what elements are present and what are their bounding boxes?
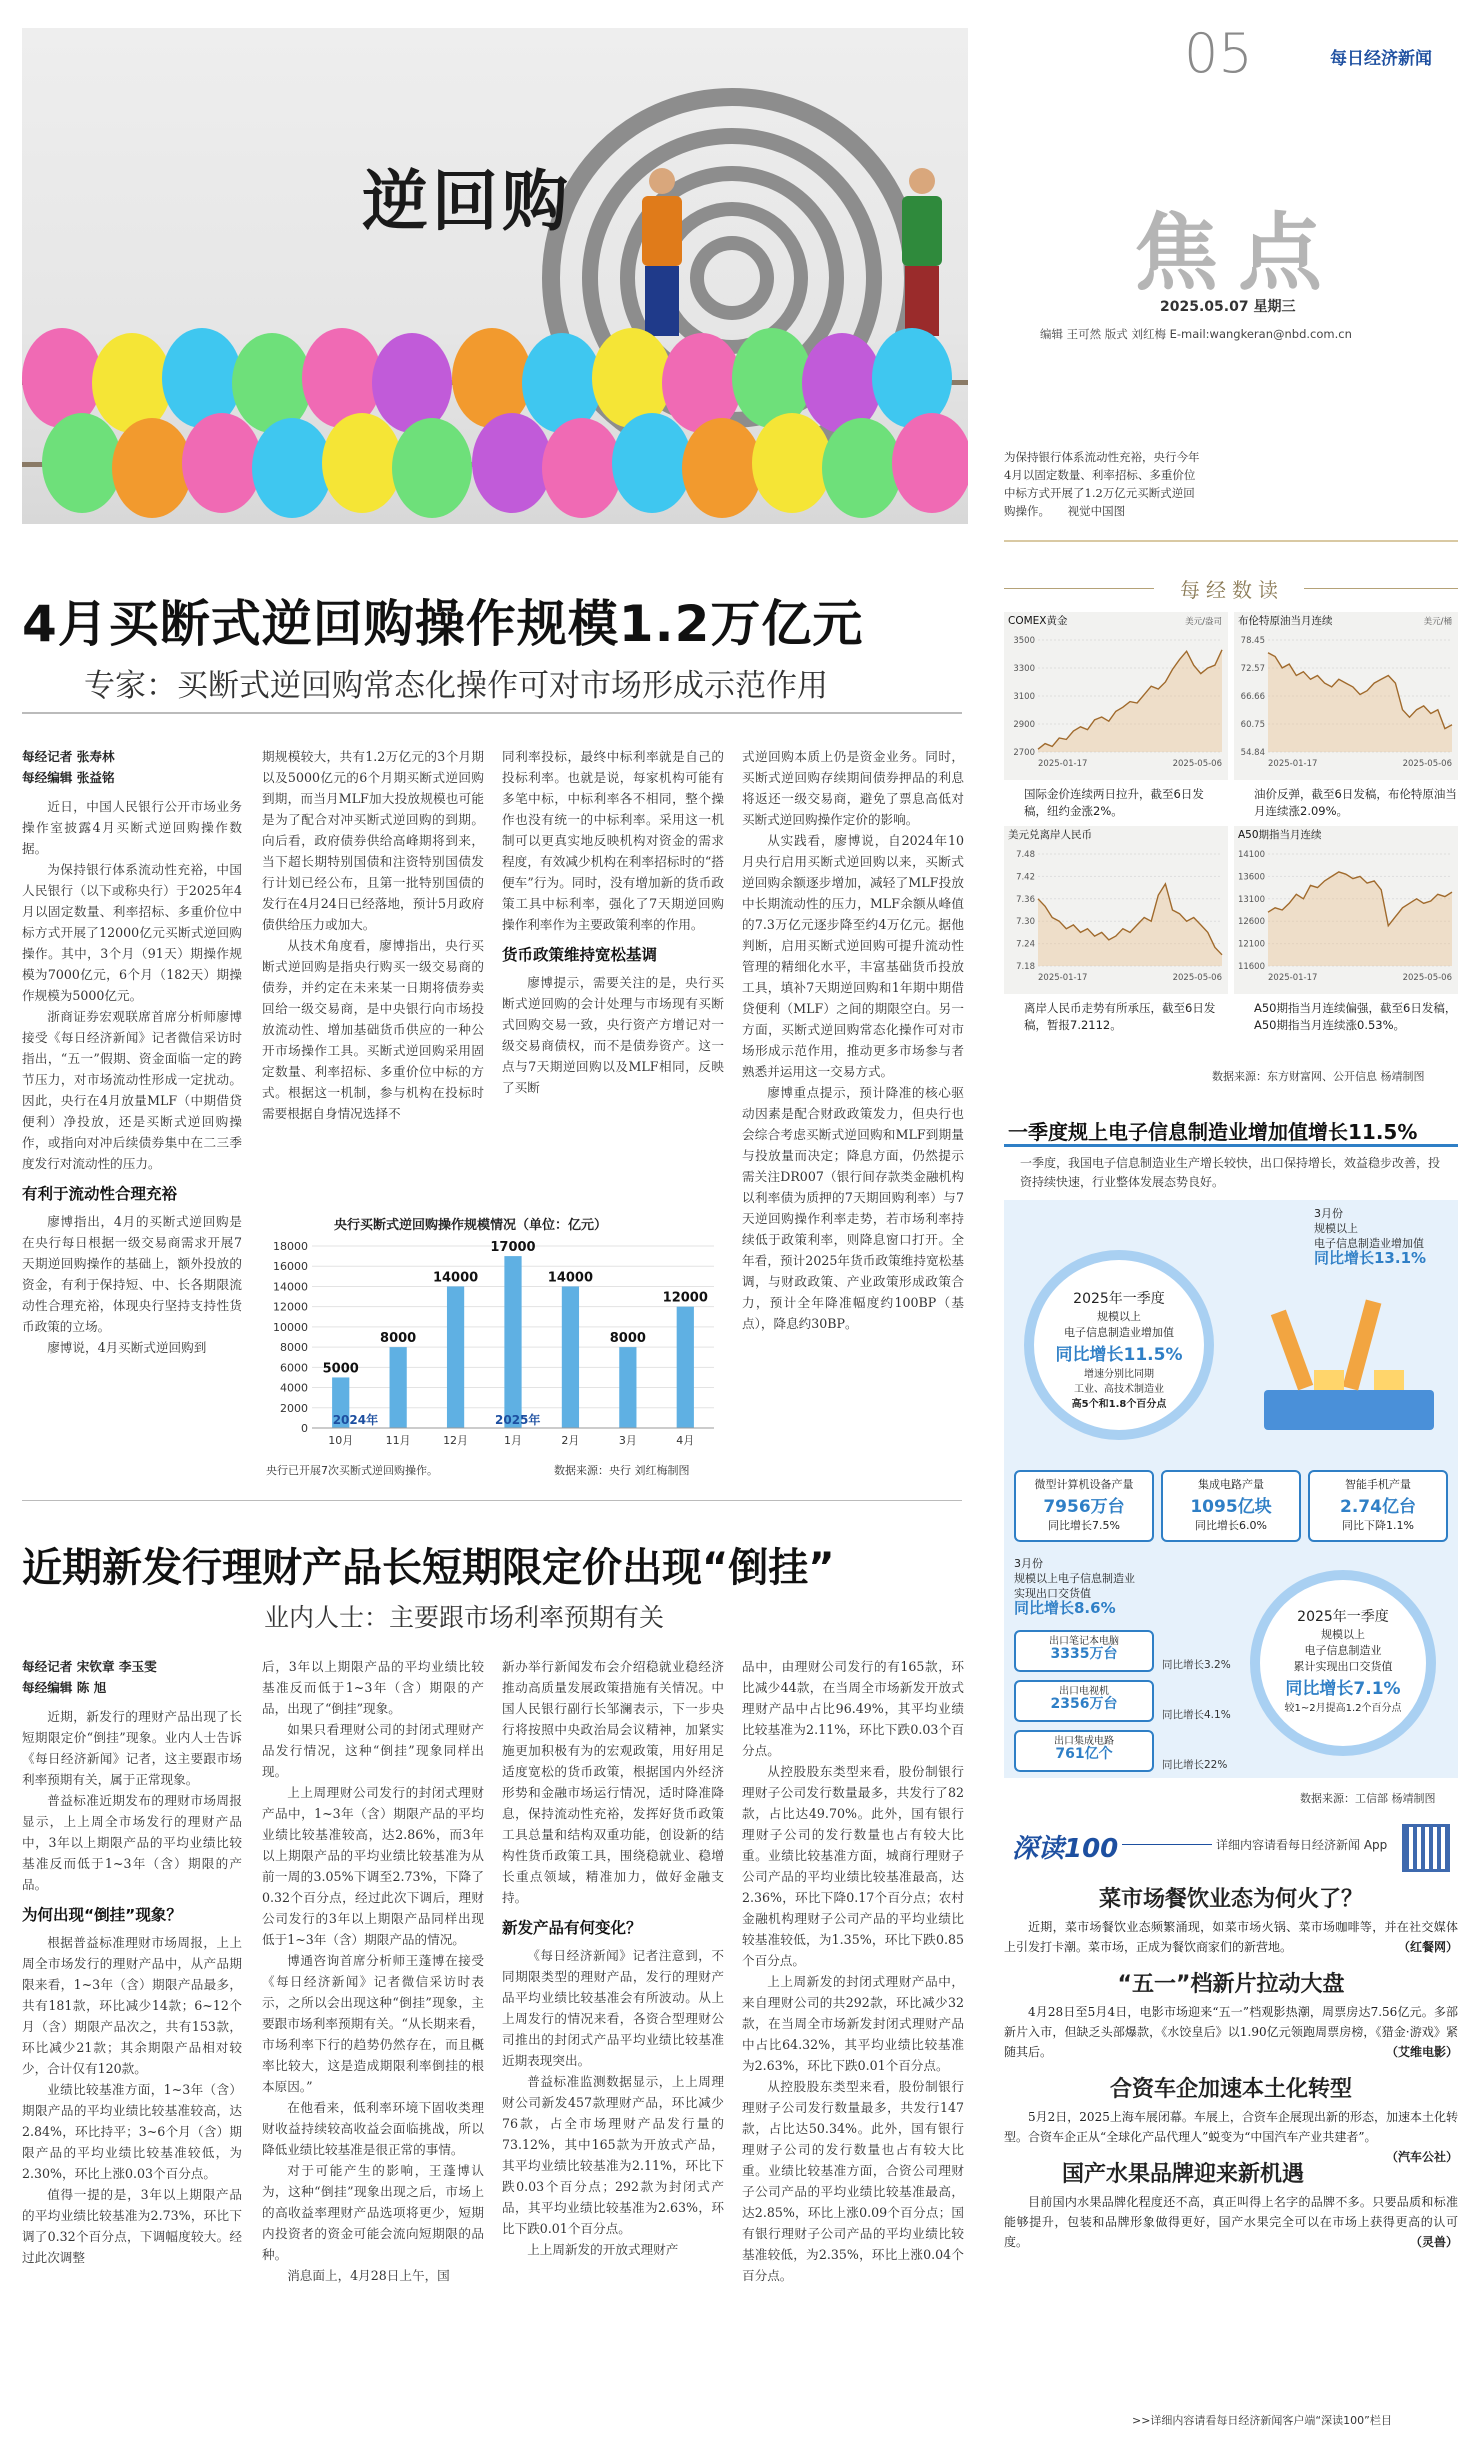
chart-title: 央行买断式逆回购操作规模情况（单位：亿元） [334, 1218, 608, 1233]
bar [619, 1347, 636, 1428]
paragraph: 上上周新发的封闭式理财产品中，来自理财公司的共292款，环比减少32款，在当周全市场新发封闭式理财产品中占比64.32%，其平均业绩比较基准为2.63%，环比下跌0.01个百分点。 [742, 1974, 964, 2073]
y-tick-label: 66.66 [1240, 692, 1265, 702]
bar-value-label: 17000 [490, 1240, 536, 1256]
paragraph: 值得一提的是，3年以上期限产品的平均业绩比较基准为2.73%，环比下调了0.32个百分点，下调幅度较大。经过此次调整 [22, 2187, 242, 2265]
stat-name: 微型计算机设备产量 [1034, 1478, 1134, 1491]
y-tick-label: 7.42 [1016, 872, 1035, 883]
elec-intro: 一季度，我国电子信息制造业生产增长较快，出口保持增长，效益稳步改善，投资持续快速，行业整体发展态势良好。 [1020, 1156, 1441, 1189]
stat-change: 同比增长4.1% [1162, 1709, 1231, 1721]
circle-label: 规模以上 [1097, 1310, 1141, 1323]
story1-subhead: 专家：买断式逆回购常态化操作可对市场形成示范作用 [84, 668, 828, 704]
year-label: 2024年 [332, 1413, 379, 1427]
circle-label: 较1~2月提高1.2个百分点 [1284, 1703, 1402, 1714]
qr-code-icon[interactable] [1402, 1824, 1450, 1872]
y-tick-label: 11600 [1237, 962, 1265, 972]
series-area [1268, 872, 1452, 966]
deep-read-header [1004, 1822, 1458, 1874]
y-tick-label: 7.24 [1016, 939, 1035, 950]
brief-title[interactable]: “五一”档新片拉动大盘 [1117, 1972, 1345, 1997]
y-tick-label: 18000 [273, 1240, 308, 1253]
oil-line-svg [1234, 612, 1458, 780]
stat-name: 出口笔记本电脑 [1049, 1636, 1119, 1647]
paragraph: 从控股股东类型来看，股份制银行理财子公司发行数量最多，共发行147款，占比达50.34%。此外，国有银行理财子公司的发行数量也占有较大比重。业绩比较基准方面，合资公司理财子公司产品的平均业绩比较基准最高，达2.85%，环比上涨0.09个百分点；国有银行理财子公司产品的平均业绩比较基准较低，为2.35%，环比上涨0.04个百分点。 [742, 2079, 964, 2283]
paragraph: 廖博说，4月买断式逆回购到 [47, 1340, 207, 1355]
series-area [1038, 884, 1222, 966]
y-tick-label: 7.18 [1016, 962, 1035, 972]
paragraph: 廖博重点提示，预计降准的核心驱动因素是配合财政政策发力，但央行也会综合考虑买断式逆回购和MLF到期量与投放量而决定；降息方面，仍然提示需关注DR007（银行间存款类金融机构以利率债为质押的7天期回购利率）与7天逆回购操作利率走势，若市场利率持续低于政策利率，则降息窗口打开。全年看，预计2025年货币政策维持宽松基调，与财政政策、产业政策形成政策合力，预计全年降准幅度约100BP（基点），降息约30BP。 [742, 1085, 964, 1331]
paragraph: 近日，中国人民银行公开市场业务操作室披露4月买断式逆回购操作数据。 [22, 799, 242, 856]
y-tick-label: 3100 [1013, 692, 1035, 702]
paper-name: 每日经济新闻 [1330, 49, 1432, 69]
deep-read-more [1216, 1836, 1387, 1853]
paragraph: 对于可能产生的影响，王蓬博认为，这种“倒挂”现象出现之后，市场上的高收益率理财产品选项将更少，短期内投资者的资金可能会流向短期限的品种。 [262, 2163, 484, 2262]
story1-col2 [262, 746, 484, 1124]
brief-text: 目前国内水果品牌化程度还不高，真正叫得上名字的品牌不多。只要品质和标准能够提升，包装和品牌形象做得更好，国产水果完全可以在市场上获得更高的认可度。 [1004, 2195, 1458, 2249]
cny-chart [1004, 826, 1228, 994]
y-tick-label: 10000 [273, 1320, 308, 1334]
circle-label: 2025年一季度 [1073, 1291, 1165, 1307]
stat-name: 出口电视机 [1059, 1686, 1109, 1697]
paragraph: 为保持银行体系流动性充裕，中国人民银行（以下或称央行）于2025年4月以固定数量、利率招标、多重价位中标方式开展了12000亿元买断式逆回购操作。其中，3个月（91天）期操作规模为7000亿元，6个月（182天）期操作规模为5000亿元。 [22, 862, 242, 1003]
story2-byline-reporter: 每经记者 宋钦章 李玉雯 [22, 1659, 157, 1674]
mini-chart-title: COMEX黄金 [1008, 615, 1068, 627]
stat-change: 同比增长7.5% [1048, 1519, 1120, 1532]
elec-source: 数据来源：工信部 杨靖制图 [1300, 1792, 1436, 1805]
figure-right [902, 168, 942, 348]
robot-arm-illustration [1244, 1280, 1444, 1440]
story1-headline: 4月买断式逆回购操作规模1.2万亿元 [22, 595, 864, 653]
paragraph: 根据普益标准理财市场周报，上上周全市场发行的理财产品中，从产品期限来看，1~3年（含）期限产品最多，共有181款，环比减少14款；6~12个月（含）期限产品次之，共有153款，环比减少21款；其余期限产品相对较少，合计仅有120款。 [22, 1935, 242, 2076]
stat-value: 2.74亿台 [1340, 1497, 1416, 1517]
a50-line-svg [1234, 826, 1458, 994]
paragraph: 上上周新发的开放式理财产 [527, 2242, 679, 2257]
y-tick-label: 12600 [1237, 917, 1265, 928]
paragraph: 普益标准近期发布的理财市场周报显示，上上周全市场发行的理财产品中，3年以上期限产品的平均业绩比较基准反而低于1~3年（含）期限的产品。 [22, 1793, 242, 1892]
story2-byline-editor: 每经编辑 陈 旭 [22, 1680, 107, 1695]
y-tick-label: 78.45 [1240, 636, 1265, 646]
label: 3月份 [1014, 1557, 1043, 1570]
y-tick-label: 13100 [1237, 894, 1265, 905]
stat-change: 同比增长6.0% [1195, 1519, 1267, 1532]
brief-source: （红餐网） [1397, 1940, 1458, 1954]
circle-value: 同比增长11.5% [1055, 1345, 1183, 1365]
x-tick-label: 2025-01-17 [1038, 973, 1088, 983]
bar-value-label: 14000 [432, 1270, 479, 1286]
gold-note: 国际金价连续两日拉升，截至6日发稿，纽约金涨2%。 [1024, 787, 1204, 818]
y-tick-label: 3300 [1013, 664, 1035, 674]
bar-value-label: 5000 [322, 1361, 359, 1377]
paragraph: 新办举行新闻发布会介绍稳就业稳经济推动高质量发展政策措施有关情况。中国人民银行副行长邹澜表示，下一步央行将按照中央政治局会议精神，加紧实施更加积极有为的宏观政策，用好用足适度宽松的货币政策，根据国内外经济形势和金融市场运行情况，适时降准降息，保持流动性充裕，发挥好货币政策工具总量和结构双重功能，创设新的结构性货币政策工具，围绕稳就业、稳增长重点领域，精准加力，做好金融支持。 [502, 1659, 724, 1905]
circle-label: 电子信息制造业增加值 [1064, 1326, 1174, 1339]
story1-col1 [22, 746, 242, 1358]
story2-col3 [502, 1656, 724, 2260]
y-tick-label: 13600 [1237, 872, 1265, 883]
y-tick-label: 4000 [280, 1381, 308, 1395]
deep-read-footer[interactable]: >>详细内容请看每日经济新闻客户端“深读100”栏目 [1132, 2414, 1392, 2427]
y-tick-label: 7.30 [1016, 917, 1035, 928]
bar-value-label: 8000 [609, 1331, 646, 1347]
export-ic [1014, 1730, 1154, 1772]
gold-chart [1004, 612, 1228, 780]
hero-title: 逆回购 [362, 162, 572, 240]
paragraph: 后，3年以上期限产品的平均业绩比较基准反而低于1~3年（含）期限的产品，出现了“倒挂”现象。 [262, 1659, 484, 1716]
chart-source: 数据来源：央行 刘红梅制图 [554, 1464, 690, 1477]
bar [447, 1286, 464, 1428]
bar [562, 1286, 579, 1428]
circle-label: 2025年一季度 [1297, 1609, 1389, 1625]
story2-col4 [742, 1656, 964, 2286]
export-pcts [1162, 1640, 1231, 1790]
mini-chart-title: 布伦特原油当月连续 [1238, 615, 1333, 627]
stat-value: 1095亿块 [1190, 1497, 1272, 1517]
x-tick-label: 2025-01-17 [1268, 973, 1318, 983]
deep-read-list [1004, 1882, 1458, 2252]
mini-chart-unit: 美元/桶 [1423, 617, 1452, 627]
paragraph: 上上周理财公司发行的封闭式理财产品中，1~3年（含）期限产品的平均业绩比较基准较高，达2.86%，而3年以上期限产品的平均业绩比较基准为从前一周的3.05%下调至2.73%，下降了0.32个百分点，经过此次下调后，理财公司发行的3年以上期限产品同样出现低于1~3年（含）期限产品的情况。 [262, 1785, 484, 1947]
caption-text: 为保持银行体系流动性充裕，央行今年4月以固定数量、利率招标、多重价位中标方式开展了1.2万亿元买断式逆回购操作。 [1004, 450, 1200, 518]
q1-value-added-circle [1024, 1250, 1214, 1440]
x-tick-label: 1月 [504, 1434, 522, 1447]
story1-col4 [742, 746, 964, 1334]
paragraph: 从技术角度看，廖博指出，央行买断式逆回购是指央行购买一级交易商的债券，并约定在未来某一日期将债券卖回给一级交易商，是中央银行向市场投放流动性、增加基础货币供应的一种公开市场操作工具。买断式逆回购采用固定数量、利率招标、多重价位中标的方式。根据这一机制，参与机构在投标时需要根据自身情况选择不 [262, 938, 484, 1121]
stat-microcomputer [1014, 1470, 1154, 1542]
y-tick-label: 0 [301, 1422, 308, 1435]
paragraph: 近期，新发行的理财产品出现了长短期限定价“倒挂”现象。业内人士告诉《每日经济新闻》记者，这主要跟市场利率预期有关，属于正常现象。 [22, 1709, 242, 1787]
paragraph: 消息面上，4月28日上午，国 [287, 2268, 450, 2283]
story2-subhead: 业内人士：主要跟市场利率预期有关 [264, 1603, 665, 1632]
bar [677, 1307, 694, 1428]
y-tick-label: 6000 [280, 1361, 308, 1375]
stat-value: 7956万台 [1043, 1497, 1125, 1517]
bar-chart-svg [262, 1232, 724, 1462]
y-tick-label: 54.84 [1240, 748, 1265, 758]
label: 电子信息制造业增加值 [1314, 1237, 1424, 1250]
bar-value-label: 12000 [662, 1290, 708, 1306]
section-title: 焦点 [1134, 203, 1343, 302]
stat-value: 3335万台 [1050, 1646, 1118, 1662]
x-tick-label: 2025-05-06 [1402, 973, 1452, 983]
elec-infographic [1004, 1200, 1458, 1778]
paragraph: 从控股股东类型来看，股份制银行理财子公司发行数量最多，共发行了82款，占比达49.70%。此外，国有银行理财子公司的发行数量也占有较大比重。业绩比较基准方面，城商行理财子公司产品的平均业绩比较基准最高，达2.36%，环比下降0.17个百分点；农村金融机构理财子公司产品的平均业绩比较基准较低，为1.35%，环比下跌0.85个百分点。 [742, 1764, 964, 1968]
year-label: 2025年 [495, 1413, 541, 1427]
oil-note: 油价反弹，截至6日发稿，布伦特原油当月连续涨2.09%。 [1254, 787, 1457, 818]
story2-headline: 近期新发行理财产品长短期限定价出现“倒挂” [22, 1545, 835, 1591]
export-laptop [1014, 1630, 1154, 1672]
issue-date: 2025.05.07 星期三 [1160, 299, 1296, 315]
label: 规模以上 [1314, 1222, 1358, 1235]
paragraph: 在他看来，低利率环境下固收类理财收益持续较高收益会面临挑战，所以降低业绩比较基准是很正常的事情。 [262, 2100, 484, 2157]
stat-name: 集成电路产量 [1198, 1478, 1264, 1491]
story2-col2 [262, 1656, 484, 2286]
story1-col3 [502, 746, 724, 1098]
mini-chart-unit: 美元/盎司 [1185, 617, 1222, 627]
stat-ic [1161, 1470, 1301, 1542]
stat-value: 2356万台 [1050, 1696, 1118, 1712]
x-tick-label: 2025-05-06 [1172, 759, 1222, 769]
paragraph: 博通咨询首席分析师王蓬博在接受《每日经济新闻》记者微信采访时表示，之所以会出现这种“倒挂”现象，主要跟市场利率预期有关。“从长期来看，市场利率下行的趋势仍然存在，而且概率比较大，这是造成期限利率倒挂的根本原因。” [262, 1953, 484, 2094]
stat-smartphone [1308, 1470, 1448, 1542]
brief-text: 5月2日，2025上海车展闭幕。车展上，合资车企展现出新的形态，加速本土化转型。合资车企正从“全球化产品代理人”蜕变为“中国汽车产业共建者”。 [1004, 2110, 1458, 2144]
figure-left [642, 168, 682, 348]
stat-name: 智能手机产量 [1345, 1478, 1411, 1491]
paragraph: 品中，由理财公司发行的有165款，环比减少44款，在当周全市场新发开放式理财产品中占比96.49%，其平均业绩比较基准为2.11%，环比下跌0.03个百分点。 [742, 1659, 964, 1758]
y-tick-label: 12100 [1237, 939, 1265, 950]
brief-title[interactable]: 国产水果品牌迎来新机遇 [1061, 2162, 1304, 2187]
story1-byline-reporter: 每经记者 张寿林 [22, 749, 115, 764]
bar-value-label: 8000 [380, 1331, 417, 1347]
numbers-title: 每经数读 [1180, 578, 1284, 602]
y-tick-label: 2700 [1013, 748, 1035, 758]
caption-credit: 视觉中国图 [1067, 504, 1126, 518]
x-tick-label: 2025-01-17 [1038, 759, 1088, 769]
y-tick-label: 2000 [280, 1401, 308, 1415]
paragraph: 如果只看理财公司的封闭式理财产品发行情况，这种“倒挂”现象同样出现。 [262, 1722, 484, 1779]
stat-name: 出口集成电路 [1054, 1736, 1114, 1747]
y-tick-label: 7.36 [1016, 894, 1035, 905]
label: 规模以上电子信息制造业 [1014, 1572, 1135, 1585]
y-tick-label: 8000 [280, 1341, 308, 1355]
y-tick-label: 16000 [273, 1260, 308, 1274]
brief-item[interactable] [1004, 2072, 1458, 2164]
brief-title[interactable]: 菜市场餐饮业态为何火了？ [1098, 1887, 1363, 1912]
story1-subheading-1: 有利于流动性合理充裕 [22, 1185, 178, 1203]
bar-value-label: 14000 [547, 1270, 594, 1286]
paragraph: 廖博提示，需要关注的是，央行买断式逆回购的会计处理与市场现有买断式回购交易一致，央行资产方增记对一级交易商债权，而不是债券资产。这一点与7天期逆回购以及MLF相同，反映了买断 [502, 975, 724, 1095]
bar [390, 1347, 407, 1428]
label: 3月份 [1314, 1207, 1343, 1220]
bar [504, 1256, 521, 1428]
circle-label: 规模以上 [1321, 1628, 1365, 1641]
brief-source: （灵兽） [1409, 2235, 1458, 2249]
march-value-added [1314, 1206, 1454, 1266]
brief-item[interactable] [1004, 1882, 1458, 1957]
circle-label: 工业、高技术制造业 [1074, 1384, 1164, 1395]
circle-label: 电子信息制造业 [1304, 1644, 1382, 1657]
paragraph: 普益标准监测数据显示，上上周理财公司新发457款理财产品，环比减少76款，占全市场理财产品发行量的73.12%，其中165款为开放式产品，其平均业绩比较基准为2.11%，环比下跌0.03个百分点；292款为封闭式产品，其平均业绩比较基准为2.63%，环比下跌0.01个百分点。 [502, 2074, 724, 2236]
paragraph: 《每日经济新闻》记者注意到，不同期限类型的理财产品，发行的理财产品平均业绩比较基准会有所波动。从上上周发行的情况来看，各资合型理财公司推出的封闭式产品平均业绩比较基准近期表现突出。 [502, 1948, 724, 2068]
value: 同比增长13.1% [1314, 1249, 1427, 1267]
numbers-panel [1004, 574, 1458, 1054]
y-tick-label: 14100 [1237, 850, 1265, 860]
x-tick-label: 12月 [443, 1434, 469, 1447]
chart-footnote: 央行已开展7次买断式逆回购操作。 [266, 1464, 438, 1477]
oil-chart [1234, 612, 1458, 780]
brief-title[interactable]: 合资车企加速本土化转型 [1109, 2077, 1352, 2102]
brief-item[interactable] [1004, 2157, 1458, 2252]
stat-change: 同比增长22% [1162, 1759, 1228, 1771]
cny-note: 离岸人民币走势有所承压，截至6日发稿，暂报7.2112。 [1024, 1001, 1216, 1032]
export-tv [1014, 1680, 1154, 1722]
brief-source: （汽车公社） [1385, 2150, 1458, 2164]
reverse-repo-bar-chart [262, 1212, 724, 1480]
y-tick-label: 12000 [273, 1300, 308, 1314]
stat-change: 同比增长3.2% [1162, 1659, 1231, 1671]
y-tick-label: 3500 [1013, 636, 1035, 646]
more-text-app: App [1363, 1838, 1388, 1852]
a50-chart [1234, 826, 1458, 994]
story2-col1 [22, 1656, 242, 2268]
circle-value: 同比增长7.1% [1285, 1679, 1401, 1699]
elec-title: 一季度规上电子信息制造业增加值增长11.5% [1008, 1120, 1418, 1144]
mini-chart-title: 美元兑离岸人民币 [1008, 829, 1092, 841]
editors-line: 编辑 王可然 版式 刘红梅 E-mail:wangkeran@nbd.com.cn [1040, 327, 1352, 341]
paragraph: 期规模较大，共有1.2万亿元的3个月期以及5000亿元的6个月期买断式逆回购到期，而当月MLF加大投放规模也可能是为了配合对冲买断式逆回购的到期。向后看，政府债券供给高峰期将到来，当下超长期特别国债和注资特别国债发行计划已经公布，且第一批特别国债的发行在4月24日已经落地，预计5月政府债供给压力或加大。 [262, 749, 484, 932]
mini-chart-title: A50期指当月连续 [1238, 829, 1322, 841]
y-tick-label: 7.48 [1016, 850, 1035, 860]
cny-line-svg [1004, 826, 1228, 994]
hero-photo [22, 28, 968, 524]
more-text: 详细内容请看每日经济新闻 [1216, 1838, 1361, 1852]
story1-byline-editor: 每经编辑 张益铭 [22, 770, 115, 785]
x-tick-label: 4月 [676, 1434, 695, 1447]
brief-source: （艾维电影） [1385, 2045, 1458, 2059]
x-tick-label: 10月 [328, 1434, 354, 1447]
circle-label: 增速分别比同期 [1084, 1369, 1154, 1380]
x-tick-label: 2025-05-06 [1402, 759, 1452, 769]
y-tick-label: 14000 [273, 1280, 308, 1294]
x-tick-label: 3月 [618, 1434, 637, 1447]
stat-value: 761亿个 [1055, 1746, 1113, 1762]
hero-caption [1004, 448, 1204, 520]
a50-note: A50期指当月连续偏强，截至6日发稿，A50期指当月连续涨0.53%。 [1254, 1001, 1457, 1032]
gold-line-svg [1004, 612, 1228, 780]
y-tick-label: 72.57 [1240, 664, 1265, 674]
x-tick-label: 2025-05-06 [1172, 973, 1222, 983]
label: 实现出口交货值 [1014, 1587, 1091, 1600]
paragraph: 同利率投标，最终中标利率就是自己的投标利率。也就是说，每家机构可能有多笔中标，中标利率各不相同，整个操作也没有统一的中标利率。采用这一机制可以更真实地反映机构对资金的需求程度，有效减少机构在利率招标时的“搭便车”行为。同时，没有增加新的货币政策工具中标利率，强化了7天期逆回购操作利率作为主要政策利率的作用。 [502, 749, 724, 932]
q1-export-circle [1250, 1570, 1436, 1756]
paragraph: 式逆回购本质上仍是资金业务。同时，买断式逆回购存续期间债券押品的利息将返还一级交易商，避免了票息高低对买断式逆回购操作定价的影响。 [742, 749, 964, 827]
x-tick-label: 2月 [561, 1434, 580, 1447]
y-tick-label: 2900 [1013, 720, 1035, 730]
stat-change: 同比下降1.1% [1342, 1519, 1414, 1532]
numbers-source: 数据来源：东方财富网、公开信息 杨靖制图 [1212, 1070, 1425, 1083]
paragraph: 廖博指出，4月的买断式逆回购是在央行每日根据一级交易商需求开展7天期逆回购操作的基础上，额外投放的资金，有利于保持短、中、长各期限流动性合理充裕，体现央行坚持支持性货币政策的立场。 [22, 1214, 242, 1334]
story1-subheading-2: 货币政策维持宽松基调 [502, 946, 658, 964]
story2-subheading-2: 新发产品有何变化？ [502, 1919, 642, 1937]
x-tick-label: 2025-01-17 [1268, 759, 1318, 769]
y-tick-label: 60.75 [1240, 720, 1265, 730]
page-number: 05 [1184, 22, 1253, 85]
deep-read-logo: 深读100 [1012, 1834, 1119, 1864]
circle-label: 高5个和1.8个百分点 [1071, 1399, 1167, 1410]
brief-text: 4月28日至5月4日，电影市场迎来“五一”档观影热潮，周票房达7.56亿元。多部新片入市，但缺乏头部爆款，《水饺皇后》以1.90亿元领跑周票房榜，《猎金·游戏》紧随其后。 [1004, 2005, 1458, 2059]
circle-label: 累计实现出口交货值 [1293, 1660, 1393, 1673]
paragraph: 业绩比较基准方面，1~3年（含）期限产品的平均业绩比较基准较高，达2.84%，环比持平；3~6个月（含）期限产品的平均业绩比较基准较低，为2.30%，环比上涨0.03个百分点。 [22, 2082, 242, 2181]
brief-text: 近期，菜市场餐饮业态频繁涌现，如菜市场火锅、菜市场咖啡等，并在社交媒体上引发打卡潮。菜市场，正成为餐饮商家们的新营地。 [1004, 1920, 1458, 1954]
march-export [1014, 1556, 1214, 1616]
brief-item[interactable] [1004, 1967, 1458, 2062]
story2-subheading-1: 为何出现“倒挂”现象？ [22, 1906, 182, 1924]
paragraph: 从实践看，廖博说，自2024年10月央行启用买断式逆回购以来，买断式逆回购余额逐步增加，减轻了MLF投放中长期流动性的压力，MLF余额从峰值的7.3万亿元逐步降至约4万亿元。据他判断，启用买断式逆回购可提升流动性管理的精细化水平，丰富基础货币投放工具，填补7天期逆回购和1年期中期借贷便利（MLF）之间的期限空白。另一方面，买断式逆回购常态化操作可对市场形成示范作用，推动更多市场参与者熟悉并运用这一交易方式。 [742, 833, 964, 1079]
paragraph: 浙商证券宏观联席首席分析师廖博接受《每日经济新闻》记者微信采访时指出，“五一”假期、资金面临一定的跨节压力，对市场流动性形成一定扰动。因此，央行在4月放量MLF（中期借贷便利）净投放，还是买断式逆回购操作，或指向对冲后续债券集中在二三季度发行对流动性的压力。 [22, 1009, 242, 1171]
x-tick-label: 11月 [385, 1434, 411, 1447]
value: 同比增长8.6% [1014, 1599, 1116, 1617]
